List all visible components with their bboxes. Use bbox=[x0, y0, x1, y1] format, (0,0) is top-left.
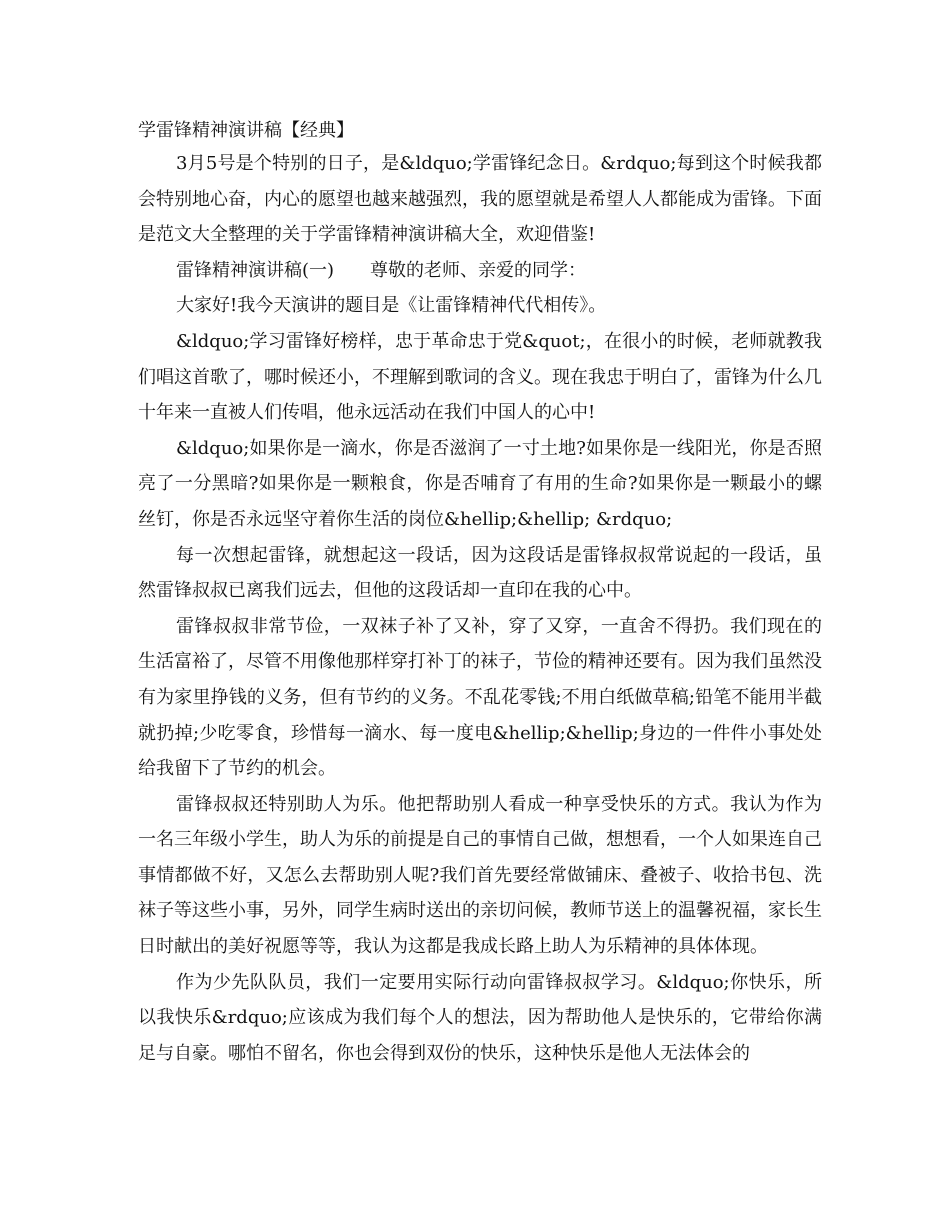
paragraph-pioneers: 作为少先队队员，我们一定要用实际行动向雷锋叔叔学习。&ldquo;你快乐，所以我快乐&rdquo;应该成为我们每个人的想法，因为帮助他人是快乐的，它带给你满足与自豪。哪怕不留名，你也会得到双份的快乐，这种快乐是他人无法体会的 bbox=[138, 971, 822, 1064]
paragraph-quote: &ldquo;如果你是一滴水，你是否滋润了一寸土地?如果你是一线阳光，你是否照亮了一分黑暗?如果你是一颗粮食，你是否哺育了有用的生命?如果你是一颗最小的螺丝钉，你是否永远坚守着你生活的岗位&hellip;&hellip; &rdquo; bbox=[138, 437, 822, 530]
paragraph-greeting: 大家好!我今天演讲的题目是《让雷锋精神代代相传》。 bbox=[176, 295, 607, 317]
paragraph-song: &ldquo;学习雷锋好榜样，忠于革命忠于党&quot;，在很小的时候，老师就教我们唱这首歌了，哪时候还小，不理解到歌词的含义。现在我忠于明白了，雷锋为什么几十年来一直被人们传唱，他永远活动在我们中国人的心中! bbox=[138, 330, 822, 424]
document-body bbox=[138, 116, 822, 1071]
paragraph-memory: 每一次想起雷锋，就想起这一段话，因为这段话是雷锋叔叔常说起的一段话，虽然雷锋叔叔已离我们远去，但他的这段话却一直印在我的心中。 bbox=[138, 544, 822, 602]
paragraph-thrift: 雷锋叔叔非常节俭，一双袜子补了又补，穿了又穿，一直舍不得扔。我们现在的生活富裕了，尽管不用像他那样穿打补丁的袜子，节俭的精神还要有。因为我们虽然没有为家里挣钱的义务，但有节约的义务。不乱花零钱;不用白纸做草稿;铅笔不能用半截就扔掉;少吃零食，珍惜每一滴水、每一度电&hellip;&hellip;身边的一件件小事处处给我留下了节约的机会。 bbox=[138, 615, 822, 780]
paragraph-intro: 3月5号是个特别的日子，是&ldquo;学雷锋纪念日。&rdquo;每到这个时候我都会特别地心奋，内心的愿望也越来越强烈，我的愿望就是希望人人都能成为雷锋。下面是范文大全整理的关于学雷锋精神演讲稿大全，欢迎借鉴! bbox=[138, 153, 822, 246]
paragraph-speech-heading: 雷锋精神演讲稿(一) 尊敬的老师、亲爱的同学： bbox=[176, 259, 587, 281]
paragraph-helping: 雷锋叔叔还特别助人为乐。他把帮助别人看成一种享受快乐的方式。我认为作为一名三年级小学生，助人为乐的前提是自己的事情自己做，想想看，一个人如果连自己事情都做不好，又怎么去帮助别人呢?我们首先要经常做铺床、叠被子、收拾书包、洗袜子等这些小事，另外，同学生病时送出的亲切问候，教师节送上的温馨祝福，家长生日时献出的美好祝愿等等，我认为这都是我成长路上助人为乐精神的具体体现。 bbox=[138, 793, 822, 958]
document-title: 学雷锋精神演讲稿【经典】 bbox=[138, 120, 354, 141]
